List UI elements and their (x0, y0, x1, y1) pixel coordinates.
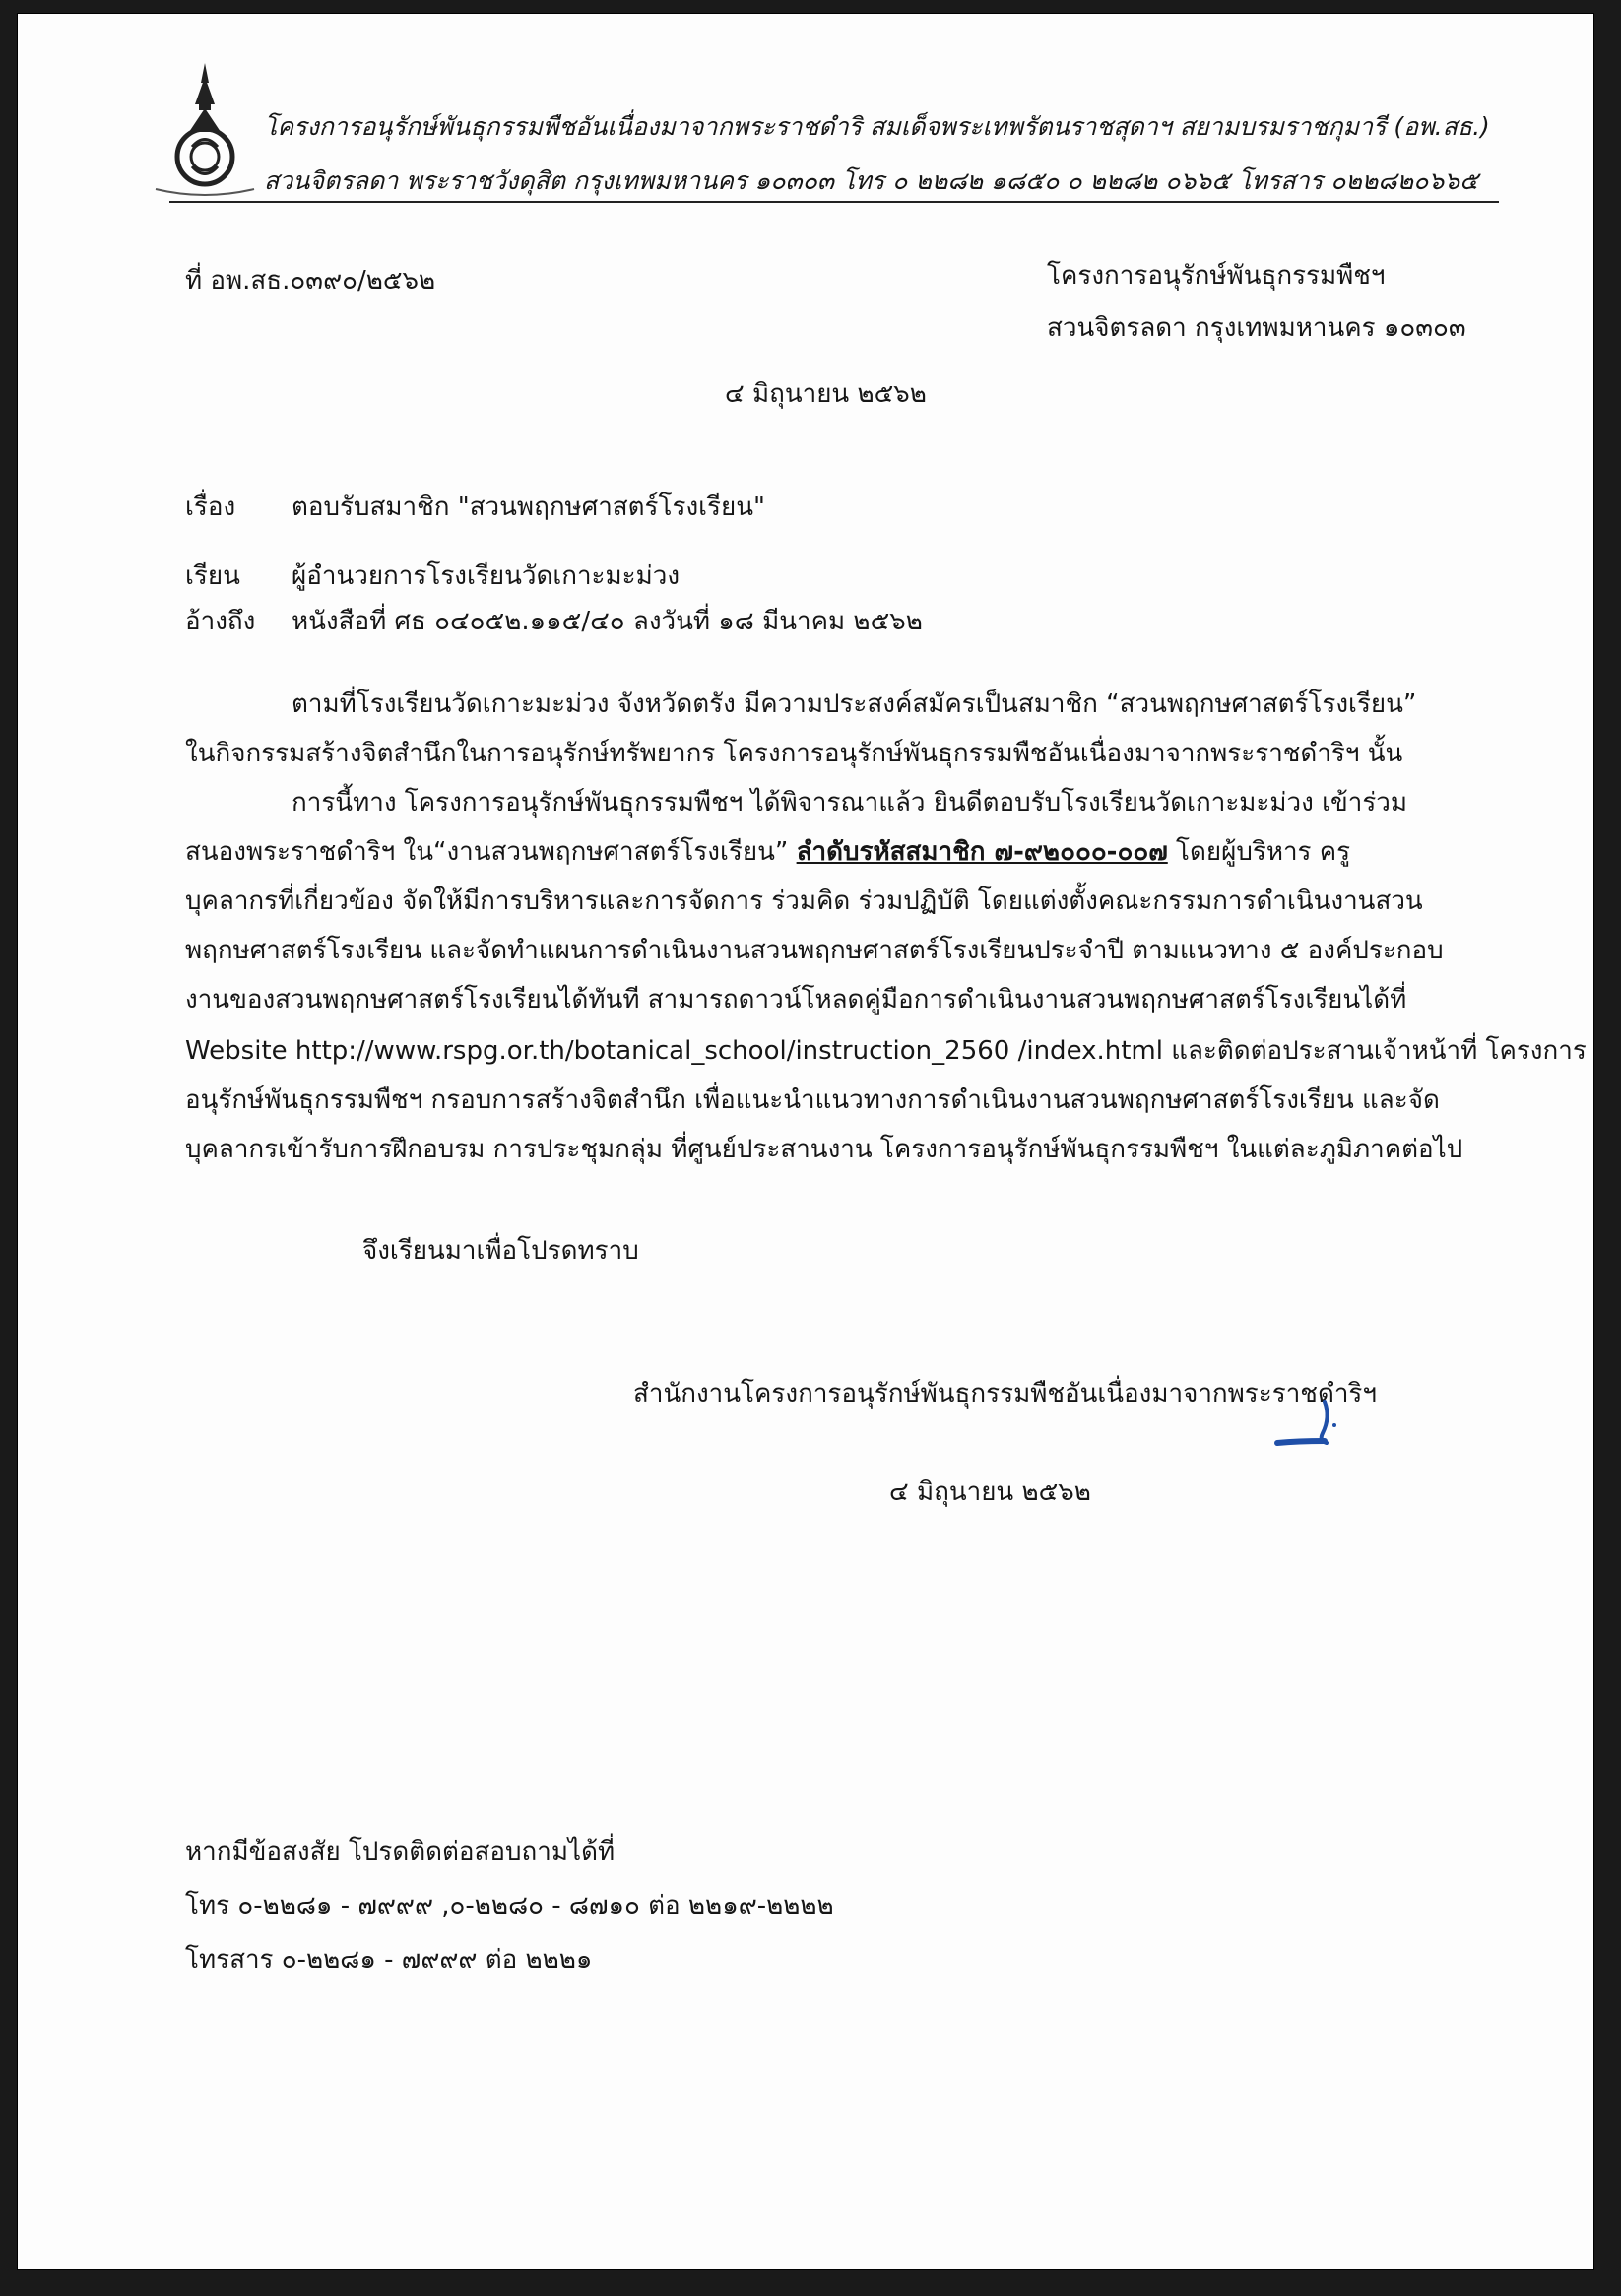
body-paragraph-2-line-3: บุคลากรที่เกี่ยวข้อง จัดให้มีการบริหารและการจัดการ ร่วมคิด ร่วมปฏิบัติ โดยแต่งตั้งคณะกรรมการดำเนินงานสวน (185, 886, 1423, 916)
body-paragraph-2-line-6: Website http://www.rspg.or.th/botanical_school/instruction_2560 /index.html และติดต่อประสานเจ้าหน้าที่ โครงการ (185, 1036, 1587, 1066)
contact-title: หากมีข้อสงสัย โปรดติดต่อสอบถามได้ที่ (185, 1837, 616, 1867)
letter-date: ๔ มิถุนายน ๒๕๖๒ (725, 379, 927, 409)
reference-value: หนังสือที่ ศธ ๐๔๐๕๒.๑๑๕/๔๐ ลงวันที่ ๑๘ มีนาคม ๒๕๖๒ (292, 607, 923, 636)
contact-fax: โทรสาร ๐-๒๒๘๑ - ๗๙๙๙ ต่อ ๒๒๒๑ (185, 1945, 593, 1975)
contact-phone: โทร ๐-๒๒๘๑ - ๗๙๙๙ ,๐-๒๒๘๐ - ๘๗๑๐ ต่อ ๒๒๑๙-๒๒๒๒ (185, 1891, 834, 1921)
letterhead-title: โครงการอนุรักษ์พันธุกรรมพืชอันเนื่องมาจากพระราชดำริ สมเด็จพระเทพรัตนราชสุดาฯ สยามบรมราชกุมารี (อพ.สธ.) (264, 112, 1490, 141)
member-code: ลำดับรหัสสมาชิก ๗-๙๒๐๐๐-๐๐๗ (796, 837, 1168, 867)
body-text: สนองพระราชดำริฯ ใน“งานสวนพฤกษศาสตร์โรงเรียน” (185, 837, 797, 867)
body-paragraph-1-line-1: ตามที่โรงเรียนวัดเกาะมะม่วง จังหวัดตรัง มีความประสงค์สมัครเป็นสมาชิก “สวนพฤกษศาสตร์โรงเรียน” (292, 689, 1417, 719)
letter-page (18, 14, 1593, 2269)
subject-label: เรื่อง (185, 492, 236, 522)
body-paragraph-1-line-2: ในกิจกรรมสร้างจิตสำนึกในการอนุรักษ์ทรัพยากร โครงการอนุรักษ์พันธุกรรมพืชอันเนื่องมาจากพระราชดำริฯ นั้น (185, 739, 1403, 768)
body-paragraph-2-line-4: พฤกษศาสตร์โรงเรียน และจัดทำแผนการดำเนินงานสวนพฤกษศาสตร์โรงเรียนประจำปี ตามแนวทาง ๕ องค์ประกอบ (185, 936, 1444, 965)
closing-phrase: จึงเรียนมาเพื่อโปรดทราบ (362, 1236, 639, 1266)
sender-address: สวนจิตรลดา กรุงเทพมหานคร ๑๐๓๐๓ (1047, 313, 1466, 343)
reference-label: อ้างถึง (185, 607, 256, 636)
body-paragraph-2-line-7: อนุรักษ์พันธุกรรมพืชฯ กรอบการสร้างจิตสำนึก เพื่อแนะนำแนวทางการดำเนินงานสวนพฤกษศาสตร์โรงเรียน และจัด (185, 1085, 1440, 1115)
body-paragraph-2-line-8: บุคลากรเข้ารับการฝึกอบรม การประชุมกลุ่ม ที่ศูนย์ประสานงาน โครงการอนุรักษ์พันธุกรรมพืชฯ ในแต่ละภูมิภาคต่อไป (185, 1135, 1463, 1164)
reference-number: ที่ อพ.สธ.๐๓๙๐/๒๕๖๒ (185, 266, 436, 295)
subject-value: ตอบรับสมาชิก "สวนพฤกษศาสตร์โรงเรียน" (292, 492, 765, 522)
body-paragraph-2-line-1: การนี้ทาง โครงการอนุรักษ์พันธุกรรมพืชฯ ได้พิจารณาแล้ว ยินดีตอบรับโรงเรียนวัดเกาะมะม่วง เข้าร่วม (292, 788, 1408, 818)
signature-date: ๔ มิถุนายน ๒๕๖๒ (889, 1477, 1091, 1507)
recipient-value: ผู้อำนวยการโรงเรียนวัดเกาะมะม่วง (292, 561, 681, 591)
royal-emblem-icon (146, 63, 264, 196)
sender-org: โครงการอนุรักษ์พันธุกรรมพืชฯ (1047, 261, 1386, 291)
handwritten-signature-icon (1273, 1398, 1347, 1457)
signatory-office: สำนักงานโครงการอนุรักษ์พันธุกรรมพืชอันเนื่องมาจากพระราชดำริฯ (633, 1379, 1377, 1409)
body-paragraph-2-line-5: งานของสวนพฤกษศาสตร์โรงเรียนได้ทันที สามารถดาวน์โหลดคู่มือการดำเนินงานสวนพฤกษศาสตร์โรงเรียนได้ที่ (185, 985, 1407, 1015)
letterhead-divider (169, 201, 1499, 203)
recipient-label: เรียน (185, 561, 240, 591)
body-text: โดยผู้บริหาร ครู (1167, 837, 1351, 867)
letterhead-address: สวนจิตรลดา พระราชวังดุสิต กรุงเทพมหานคร ๑๐๓๐๓ โทร ๐ ๒๒๘๒ ๑๘๕๐ ๐ ๒๒๘๒ ๐๖๖๕ โทรสาร ๐๒๒๘๒๐๖๖๕ (264, 166, 1478, 195)
body-paragraph-2-line-2 (185, 831, 1350, 872)
